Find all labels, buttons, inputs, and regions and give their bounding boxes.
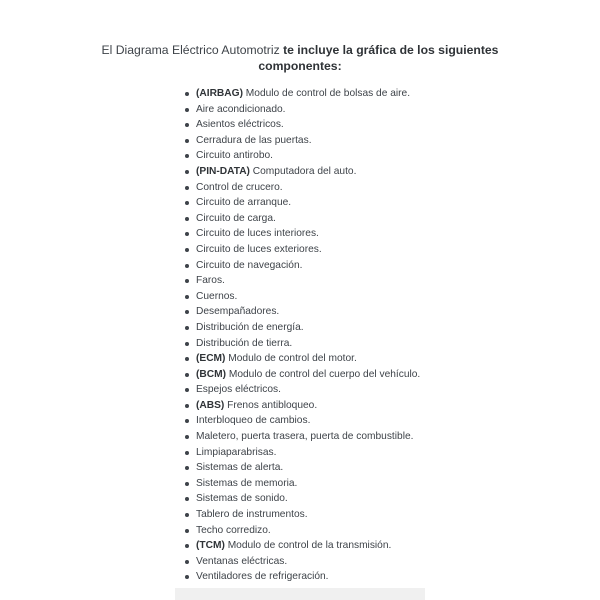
list-item	[184, 320, 420, 336]
list-item	[184, 460, 420, 476]
list-item-text: Interbloqueo de cambios.	[196, 415, 311, 427]
bullet-icon	[185, 186, 189, 190]
list-item-text: Frenos antibloqueo.	[224, 399, 318, 411]
list-item-text: Modulo de control del cuerpo del vehículo.	[226, 368, 421, 380]
list-item	[184, 523, 420, 539]
list-item	[184, 102, 420, 118]
list-item-text: Computadora del auto.	[249, 165, 357, 177]
list-item	[184, 133, 420, 149]
bullet-icon	[185, 357, 189, 361]
bullet-icon	[185, 575, 189, 579]
bullet-icon	[185, 342, 189, 346]
list-item	[184, 429, 420, 445]
list-item-text: Control de crucero.	[196, 181, 283, 193]
list-item	[184, 86, 420, 102]
list-item-text: Modulo de control de la transmisión.	[224, 540, 392, 552]
bullet-icon	[185, 154, 189, 158]
bullet-icon	[185, 482, 189, 486]
bullet-icon	[185, 170, 189, 174]
list-item-code: (ECM)	[196, 353, 226, 365]
intro-paragraph	[0, 42, 600, 74]
bullet-icon	[185, 544, 189, 548]
bullet-icon	[185, 513, 189, 517]
list-item	[184, 398, 420, 414]
component-list	[184, 86, 420, 585]
list-item	[184, 413, 420, 429]
list-item-text: Distribución de energía.	[196, 321, 304, 333]
bottom-fade	[175, 588, 425, 600]
bullet-icon	[185, 419, 189, 423]
intro-bold-line-1: te incluye la gráfica de los siguientes	[283, 43, 499, 57]
list-item	[184, 569, 420, 585]
intro-bold-line-2: componentes:	[258, 59, 342, 73]
list-item-code: (PIN-DATA)	[196, 165, 250, 177]
bullet-icon	[185, 310, 189, 314]
list-item	[184, 148, 420, 164]
bullet-icon	[185, 123, 189, 127]
list-item	[184, 445, 420, 461]
intro-line-2	[0, 58, 600, 74]
list-item	[184, 211, 420, 227]
list-item-text: Maletero, puerta trasera, puerta de combustible.	[196, 431, 414, 443]
list-item	[184, 242, 420, 258]
list-item	[184, 538, 420, 554]
intro-prefix: El Diagrama Eléctrico Automotriz	[101, 43, 284, 57]
list-item	[184, 117, 420, 133]
bullet-icon	[185, 435, 189, 439]
list-item-text: Sistemas de memoria.	[196, 477, 298, 489]
list-item	[184, 180, 420, 196]
list-item-text: Desempañadores.	[196, 306, 280, 318]
list-item-text: Circuito de luces interiores.	[196, 228, 319, 240]
bullet-icon	[185, 201, 189, 205]
list-item	[184, 476, 420, 492]
bullet-icon	[185, 108, 189, 112]
list-item-text: Circuito de arranque.	[196, 197, 292, 209]
list-item-text: Ventiladores de refrigeración.	[196, 571, 329, 583]
list-item	[184, 289, 420, 305]
list-item-text: Espejos eléctricos.	[196, 384, 281, 396]
list-item-text: Circuito de luces exteriores.	[196, 243, 322, 255]
list-item-text: Cuernos.	[196, 290, 238, 302]
bullet-icon	[185, 279, 189, 283]
bullet-icon	[185, 497, 189, 501]
list-item-text: Sistemas de alerta.	[196, 462, 284, 474]
list-item-text: Modulo de control del motor.	[225, 353, 357, 365]
list-item	[184, 164, 420, 180]
list-item-text: Circuito de navegación.	[196, 259, 303, 271]
bullet-icon	[185, 388, 189, 392]
list-item-text: Ventanas eléctricas.	[196, 555, 288, 567]
bullet-icon	[185, 92, 189, 96]
list-item-code: (TCM)	[196, 540, 225, 552]
list-item	[184, 491, 420, 507]
bullet-icon	[185, 466, 189, 470]
list-item	[184, 273, 420, 289]
bullet-icon	[185, 404, 189, 408]
list-item	[184, 226, 420, 242]
list-item-text: Cerradura de las puertas.	[196, 134, 312, 146]
list-item-text: Aire acondicionado.	[196, 103, 286, 115]
list-item-text: Circuito de carga.	[196, 212, 276, 224]
bullet-icon	[185, 373, 189, 377]
bullet-icon	[185, 264, 189, 268]
list-item	[184, 554, 420, 570]
list-item-code: (ABS)	[196, 399, 225, 411]
intro-line-1	[0, 42, 600, 58]
list-item-text: Sistemas de sonido.	[196, 493, 288, 505]
list-item	[184, 367, 420, 383]
list-item-text: Circuito antirobo.	[196, 150, 274, 162]
list-item-code: (AIRBAG)	[196, 88, 243, 99]
list-item	[184, 258, 420, 274]
bullet-icon	[185, 326, 189, 330]
list-item-text: Modulo de control de bolsas de aire.	[242, 88, 411, 99]
list-item-text: Distribución de tierra.	[196, 337, 293, 349]
list-item-text: Faros.	[196, 275, 225, 287]
list-item-text: Asientos eléctricos.	[196, 119, 284, 131]
bullet-icon	[185, 217, 189, 221]
list-item	[184, 304, 420, 320]
list-item-code: (BCM)	[196, 368, 226, 380]
bullet-icon	[185, 451, 189, 455]
list-item	[184, 507, 420, 523]
bullet-icon	[185, 295, 189, 299]
bullet-icon	[185, 139, 189, 143]
bullet-icon	[185, 529, 189, 533]
list-item-text: Limpiaparabrisas.	[196, 446, 277, 458]
list-item-text: Tablero de instrumentos.	[196, 509, 308, 521]
list-item-text: Techo corredizo.	[196, 524, 271, 536]
list-item	[184, 195, 420, 211]
list-item	[184, 382, 420, 398]
bullet-icon	[185, 248, 189, 252]
list-item	[184, 336, 420, 352]
bullet-icon	[185, 560, 189, 564]
list-item	[184, 351, 420, 367]
bullet-icon	[185, 232, 189, 236]
